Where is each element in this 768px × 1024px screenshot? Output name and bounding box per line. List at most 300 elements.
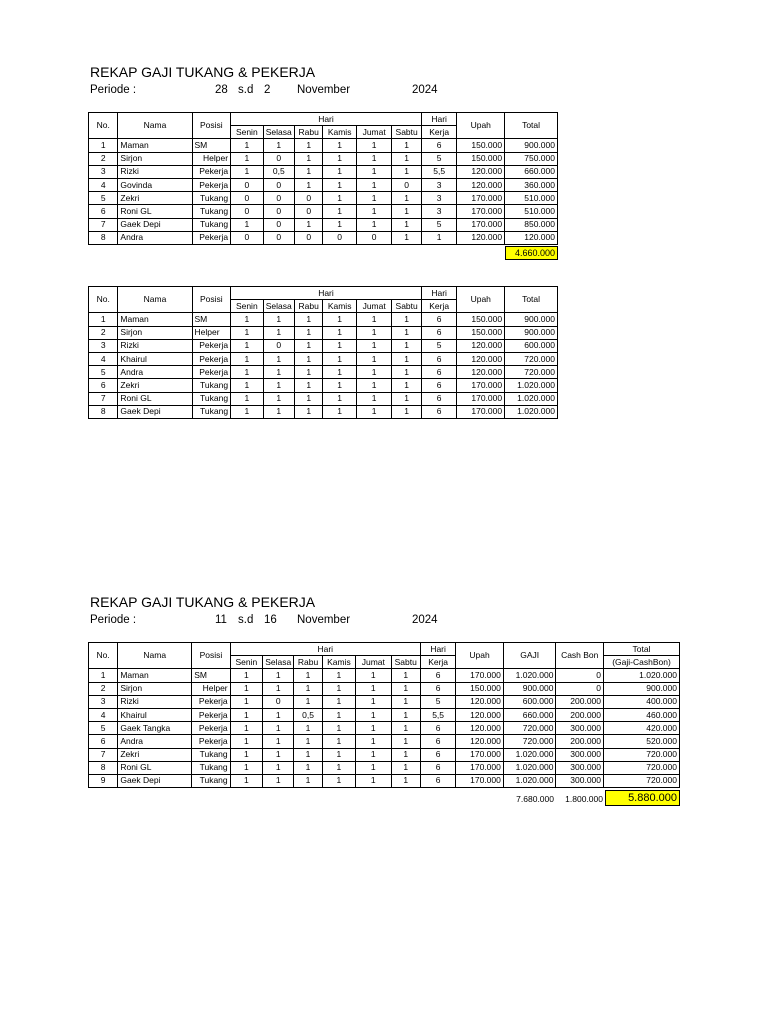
header-upah: Upah xyxy=(456,643,504,669)
cell-rabu: 1 xyxy=(294,748,322,761)
cell-sabtu: 1 xyxy=(392,339,421,352)
cell-jumat: 1 xyxy=(356,748,391,761)
cell-kamis: 1 xyxy=(323,326,356,339)
cell-nama: Khairul xyxy=(118,708,192,721)
cell-total: 1.020.000 xyxy=(505,392,558,405)
cell-nama: Zekri xyxy=(118,379,192,392)
cell-upah: 150.000 xyxy=(457,139,505,152)
cell-kamis: 0 xyxy=(323,231,356,244)
cell-total-net: 520.000 xyxy=(604,735,680,748)
cell-gaji: 660.000 xyxy=(503,708,556,721)
cell-senin: 1 xyxy=(230,669,262,682)
cell-posisi: Pekerja xyxy=(192,352,231,365)
header-day: Kamis xyxy=(322,656,355,669)
cell-no: 5 xyxy=(89,192,118,205)
table-row xyxy=(89,366,558,379)
cell-kamis: 1 xyxy=(322,682,355,695)
cell-total: 1.020.000 xyxy=(505,379,558,392)
cell-no: 9 xyxy=(89,774,118,787)
cell-selasa: 0,5 xyxy=(263,165,294,178)
header-no: No. xyxy=(89,643,118,669)
header-total: Total xyxy=(505,287,558,313)
cell-upah: 170.000 xyxy=(456,748,504,761)
cell-upah: 120.000 xyxy=(456,722,504,735)
cell-no: 4 xyxy=(89,708,118,721)
header-day: Kamis xyxy=(323,126,356,139)
header-day: Jumat xyxy=(356,300,392,313)
cell-gaji: 900.000 xyxy=(503,682,556,695)
cell-total: 360.000 xyxy=(505,178,558,191)
cell-nama: Sirjon xyxy=(118,682,192,695)
cell-selasa: 0 xyxy=(263,205,294,218)
cell-sabtu: 1 xyxy=(391,761,420,774)
cell-kamis: 1 xyxy=(323,392,356,405)
cell-hari-kerja: 6 xyxy=(421,392,457,405)
cell-sabtu: 1 xyxy=(391,669,420,682)
cell-gaji: 720.000 xyxy=(503,722,556,735)
cell-upah: 170.000 xyxy=(456,761,504,774)
cell-sabtu: 1 xyxy=(391,748,420,761)
cell-selasa: 1 xyxy=(263,748,294,761)
cell-kamis: 1 xyxy=(323,379,356,392)
cell-no: 1 xyxy=(89,313,118,326)
header-hari-kerja-1: Hari xyxy=(420,643,455,656)
cell-senin: 1 xyxy=(231,339,263,352)
cell-kamis: 1 xyxy=(322,695,355,708)
cell-sabtu: 1 xyxy=(391,682,420,695)
cell-selasa: 1 xyxy=(263,313,294,326)
cell-total-net: 420.000 xyxy=(604,722,680,735)
table-row xyxy=(89,352,558,365)
cell-nama: Gaek Depi xyxy=(118,774,192,787)
cell-jumat: 1 xyxy=(356,313,392,326)
cell-rabu: 1 xyxy=(295,379,323,392)
cell-senin: 1 xyxy=(231,366,263,379)
cell-total: 1.020.000 xyxy=(505,405,558,418)
cell-total: 720.000 xyxy=(505,352,558,365)
cell-selasa: 1 xyxy=(263,352,294,365)
header-day: Senin xyxy=(230,656,262,669)
periode-label: Periode : xyxy=(90,614,137,626)
cell-selasa: 0 xyxy=(263,695,294,708)
header-nama: Nama xyxy=(118,287,192,313)
cell-nama: Govinda xyxy=(118,178,192,191)
table3-total-cashbon: 1.800.000 xyxy=(565,794,603,804)
cell-hari-kerja: 6 xyxy=(420,682,455,695)
table-row xyxy=(89,218,558,231)
header-day: Jumat xyxy=(356,656,391,669)
table-row xyxy=(89,748,680,761)
cell-selasa: 1 xyxy=(263,682,294,695)
cell-cash-bon: 300.000 xyxy=(556,722,604,735)
cell-sabtu: 1 xyxy=(392,352,421,365)
cell-sabtu: 1 xyxy=(391,722,420,735)
header-hari-kerja-1: Hari xyxy=(421,287,457,300)
cell-senin: 1 xyxy=(231,326,263,339)
cell-selasa: 0 xyxy=(263,218,294,231)
header-total: Total xyxy=(604,643,680,656)
cell-hari-kerja: 5 xyxy=(421,339,457,352)
cell-selasa: 1 xyxy=(263,326,294,339)
cell-kamis: 1 xyxy=(322,708,355,721)
cell-sabtu: 1 xyxy=(392,405,421,418)
cell-total: 900.000 xyxy=(505,326,558,339)
cell-selasa: 1 xyxy=(263,735,294,748)
cell-gaji: 720.000 xyxy=(503,735,556,748)
periode-month: November xyxy=(297,614,351,626)
cell-posisi: Tukang xyxy=(192,774,230,787)
cell-selasa: 1 xyxy=(263,405,294,418)
cell-kamis: 1 xyxy=(323,192,356,205)
cell-hari-kerja: 6 xyxy=(420,722,455,735)
cell-sabtu: 1 xyxy=(392,192,421,205)
cell-selasa: 0 xyxy=(263,192,294,205)
cell-hari-kerja: 5,5 xyxy=(421,165,457,178)
cell-cash-bon: 200.000 xyxy=(556,735,604,748)
cell-posisi: Helper xyxy=(192,152,231,165)
section2-periode xyxy=(90,614,510,630)
cell-rabu: 1 xyxy=(295,218,323,231)
periode-end: 16 xyxy=(264,614,277,626)
cell-nama: Rizki xyxy=(118,695,192,708)
table-row xyxy=(89,682,680,695)
cell-kamis: 1 xyxy=(323,152,356,165)
cell-senin: 1 xyxy=(230,682,262,695)
cell-total: 850.000 xyxy=(505,218,558,231)
cell-upah: 170.000 xyxy=(457,379,505,392)
cell-cash-bon: 200.000 xyxy=(556,708,604,721)
cell-sabtu: 1 xyxy=(392,313,421,326)
table-row xyxy=(89,139,558,152)
cell-senin: 1 xyxy=(230,722,262,735)
cell-rabu: 1 xyxy=(295,326,323,339)
cell-posisi: Tukang xyxy=(192,761,230,774)
cell-rabu: 1 xyxy=(294,761,322,774)
header-day: Rabu xyxy=(294,656,322,669)
cell-hari-kerja: 5 xyxy=(420,695,455,708)
cell-nama: Khairul xyxy=(118,352,192,365)
cell-nama: Rizki xyxy=(118,339,192,352)
cell-jumat: 1 xyxy=(356,761,391,774)
cell-no: 5 xyxy=(89,722,118,735)
header-day: Rabu xyxy=(295,126,323,139)
cell-nama: Roni GL xyxy=(118,205,192,218)
cell-jumat: 1 xyxy=(356,722,391,735)
cell-total: 720.000 xyxy=(505,366,558,379)
cell-rabu: 1 xyxy=(295,392,323,405)
cell-nama: Andra xyxy=(118,231,192,244)
cell-kamis: 1 xyxy=(323,218,356,231)
cell-no: 7 xyxy=(89,392,118,405)
cell-upah: 170.000 xyxy=(456,774,504,787)
header-total-formula: (Gaji-CashBon) xyxy=(604,656,680,669)
cell-jumat: 1 xyxy=(356,366,392,379)
header-day: Sabtu xyxy=(392,300,421,313)
cell-total: 510.000 xyxy=(505,192,558,205)
table-row xyxy=(89,405,558,418)
cell-senin: 1 xyxy=(231,379,263,392)
cell-kamis: 1 xyxy=(322,774,355,787)
cell-senin: 1 xyxy=(231,352,263,365)
header-posisi: Posisi xyxy=(192,287,231,313)
cell-kamis: 1 xyxy=(322,669,355,682)
periode-sd: s.d xyxy=(238,84,254,96)
cell-senin: 1 xyxy=(230,748,262,761)
cell-senin: 1 xyxy=(230,695,262,708)
header-hari-kerja-2: Kerja xyxy=(420,656,455,669)
cell-upah: 120.000 xyxy=(457,178,505,191)
cell-rabu: 1 xyxy=(294,774,322,787)
cell-rabu: 1 xyxy=(294,695,322,708)
table-row xyxy=(89,669,680,682)
cell-upah: 120.000 xyxy=(457,231,505,244)
header-hari-kerja-2: Kerja xyxy=(421,300,457,313)
cell-no: 5 xyxy=(89,366,118,379)
periode-start: 28 xyxy=(215,84,228,96)
table3-total-gaji: 7.680.000 xyxy=(516,794,554,804)
cell-total-net: 460.000 xyxy=(604,708,680,721)
cell-rabu: 0 xyxy=(295,192,323,205)
cell-upah: 120.000 xyxy=(457,165,505,178)
header-day: Kamis xyxy=(323,300,356,313)
cell-cash-bon: 300.000 xyxy=(556,774,604,787)
cell-nama: Andra xyxy=(118,366,192,379)
cell-senin: 1 xyxy=(231,218,263,231)
cell-hari-kerja: 5 xyxy=(421,152,457,165)
cell-rabu: 1 xyxy=(295,139,323,152)
cell-rabu: 1 xyxy=(295,339,323,352)
header-nama: Nama xyxy=(118,643,192,669)
cell-jumat: 1 xyxy=(356,405,392,418)
cell-rabu: 1 xyxy=(295,405,323,418)
cell-jumat: 1 xyxy=(356,352,392,365)
cell-kamis: 1 xyxy=(322,761,355,774)
cell-senin: 1 xyxy=(231,313,263,326)
header-hari-kerja-2: Kerja xyxy=(421,126,457,139)
cell-selasa: 0 xyxy=(263,152,294,165)
table-row xyxy=(89,152,558,165)
cell-nama: Zekri xyxy=(118,748,192,761)
table-row xyxy=(89,722,680,735)
cell-posisi: Tukang xyxy=(192,405,231,418)
cell-posisi: Pekerja xyxy=(192,708,230,721)
cell-total-net: 900.000 xyxy=(604,682,680,695)
table1-body xyxy=(89,139,558,245)
cell-nama: Gaek Depi xyxy=(118,405,192,418)
cell-hari-kerja: 6 xyxy=(420,735,455,748)
cell-senin: 1 xyxy=(231,405,263,418)
header-total: Total xyxy=(505,113,558,139)
cell-senin: 1 xyxy=(231,152,263,165)
cell-no: 3 xyxy=(89,339,118,352)
cell-jumat: 1 xyxy=(356,178,392,191)
cell-senin: 1 xyxy=(231,165,263,178)
cell-selasa: 1 xyxy=(263,392,294,405)
header-hari: Hari xyxy=(230,643,420,656)
table-row xyxy=(89,205,558,218)
cell-posisi: SM xyxy=(192,669,230,682)
cell-posisi: Tukang xyxy=(192,392,231,405)
cell-total: 750.000 xyxy=(505,152,558,165)
table-row xyxy=(89,379,558,392)
cell-posisi: Pekerja xyxy=(192,165,231,178)
cell-senin: 0 xyxy=(231,205,263,218)
table2-header xyxy=(89,287,558,313)
table3-body xyxy=(89,669,680,788)
cell-posisi: Helper xyxy=(192,682,230,695)
periode-year: 2024 xyxy=(412,84,438,96)
cell-no: 4 xyxy=(89,352,118,365)
cell-no: 7 xyxy=(89,218,118,231)
cell-total-net: 1.020.000 xyxy=(604,669,680,682)
cell-selasa: 0 xyxy=(263,178,294,191)
header-posisi: Posisi xyxy=(192,113,231,139)
cell-upah: 120.000 xyxy=(457,339,505,352)
cell-upah: 150.000 xyxy=(457,152,505,165)
cell-nama: Maman xyxy=(118,139,192,152)
cell-jumat: 1 xyxy=(356,218,392,231)
cell-hari-kerja: 3 xyxy=(421,178,457,191)
cell-upah: 120.000 xyxy=(456,735,504,748)
cell-total: 900.000 xyxy=(505,313,558,326)
cell-posisi: Pekerja xyxy=(192,366,231,379)
cell-kamis: 1 xyxy=(322,722,355,735)
cell-nama: Gaek Tangka xyxy=(118,722,192,735)
cell-gaji: 1.020.000 xyxy=(503,774,556,787)
cell-cash-bon: 200.000 xyxy=(556,695,604,708)
cell-rabu: 1 xyxy=(295,366,323,379)
cell-rabu: 1 xyxy=(294,669,322,682)
cell-rabu: 1 xyxy=(295,352,323,365)
cell-cash-bon: 300.000 xyxy=(556,761,604,774)
cell-hari-kerja: 6 xyxy=(420,761,455,774)
cell-cash-bon: 0 xyxy=(556,682,604,695)
cell-total: 600.000 xyxy=(505,339,558,352)
cell-jumat: 1 xyxy=(356,392,392,405)
cell-no: 6 xyxy=(89,379,118,392)
cell-kamis: 1 xyxy=(323,313,356,326)
cell-sabtu: 1 xyxy=(391,708,420,721)
cell-upah: 150.000 xyxy=(457,313,505,326)
section2-title: REKAP GAJI TUKANG & PEKERJA xyxy=(90,594,316,610)
table-row xyxy=(89,165,558,178)
cell-rabu: 1 xyxy=(295,165,323,178)
cell-posisi: Helper xyxy=(192,326,231,339)
cell-hari-kerja: 5 xyxy=(421,218,457,231)
cell-sabtu: 1 xyxy=(391,774,420,787)
table1-grand-total: 4.660.000 xyxy=(505,246,558,260)
cell-total: 120.000 xyxy=(505,231,558,244)
table-row xyxy=(89,392,558,405)
cell-hari-kerja: 6 xyxy=(420,748,455,761)
cell-sabtu: 1 xyxy=(391,735,420,748)
cell-jumat: 1 xyxy=(356,139,392,152)
cell-no: 7 xyxy=(89,748,118,761)
cell-posisi: Tukang xyxy=(192,218,231,231)
cell-rabu: 0 xyxy=(295,205,323,218)
table-row xyxy=(89,231,558,244)
table-row xyxy=(89,178,558,191)
header-nama: Nama xyxy=(118,113,192,139)
cell-selasa: 1 xyxy=(263,774,294,787)
cell-hari-kerja: 3 xyxy=(421,205,457,218)
cell-no: 6 xyxy=(89,735,118,748)
cell-jumat: 1 xyxy=(356,165,392,178)
cell-jumat: 1 xyxy=(356,774,391,787)
cell-kamis: 1 xyxy=(323,405,356,418)
cell-senin: 0 xyxy=(231,178,263,191)
cell-selasa: 1 xyxy=(263,379,294,392)
cell-no: 2 xyxy=(89,682,118,695)
table-row xyxy=(89,192,558,205)
cell-selasa: 0 xyxy=(263,231,294,244)
cell-upah: 120.000 xyxy=(456,708,504,721)
cell-hari-kerja: 3 xyxy=(421,192,457,205)
cell-sabtu: 1 xyxy=(392,218,421,231)
payroll-table-3 xyxy=(88,642,680,788)
cell-total-net: 720.000 xyxy=(604,748,680,761)
cell-cash-bon: 300.000 xyxy=(556,748,604,761)
header-upah: Upah xyxy=(457,287,505,313)
cell-no: 2 xyxy=(89,326,118,339)
cell-gaji: 1.020.000 xyxy=(503,748,556,761)
cell-sabtu: 1 xyxy=(392,152,421,165)
cell-posisi: Pekerja xyxy=(192,231,231,244)
cell-kamis: 1 xyxy=(323,165,356,178)
cell-rabu: 1 xyxy=(295,178,323,191)
cell-posisi: Tukang xyxy=(192,192,231,205)
cell-posisi: Pekerja xyxy=(192,178,231,191)
cell-jumat: 1 xyxy=(356,326,392,339)
cell-total-net: 400.000 xyxy=(604,695,680,708)
header-day: Selasa xyxy=(263,300,294,313)
cell-hari-kerja: 6 xyxy=(421,379,457,392)
cell-senin: 1 xyxy=(230,708,262,721)
table-row xyxy=(89,695,680,708)
periode-sd: s.d xyxy=(238,614,254,626)
header-day: Senin xyxy=(231,126,263,139)
cell-hari-kerja: 6 xyxy=(420,774,455,787)
cell-selasa: 1 xyxy=(263,366,294,379)
cell-jumat: 0 xyxy=(356,231,392,244)
cell-posisi: Tukang xyxy=(192,748,230,761)
cell-nama: Maman xyxy=(118,669,192,682)
cell-no: 1 xyxy=(89,139,118,152)
section1-periode xyxy=(90,84,510,100)
cell-kamis: 1 xyxy=(323,352,356,365)
cell-posisi: Pekerja xyxy=(192,735,230,748)
cell-jumat: 1 xyxy=(356,669,391,682)
periode-year: 2024 xyxy=(412,614,438,626)
cell-sabtu: 1 xyxy=(392,392,421,405)
cell-jumat: 1 xyxy=(356,682,391,695)
cell-sabtu: 1 xyxy=(392,326,421,339)
cell-rabu: 1 xyxy=(294,682,322,695)
cell-nama: Roni GL xyxy=(118,761,192,774)
header-hari-kerja-1: Hari xyxy=(421,113,457,126)
cell-selasa: 0 xyxy=(263,339,294,352)
cell-selasa: 1 xyxy=(263,761,294,774)
cell-kamis: 1 xyxy=(323,366,356,379)
cell-sabtu: 1 xyxy=(392,366,421,379)
cell-jumat: 1 xyxy=(356,708,391,721)
cell-upah: 170.000 xyxy=(457,205,505,218)
header-day: Selasa xyxy=(263,126,294,139)
header-posisi: Posisi xyxy=(192,643,230,669)
table3-header xyxy=(89,643,680,669)
cell-cash-bon: 0 xyxy=(556,669,604,682)
header-hari: Hari xyxy=(231,113,422,126)
